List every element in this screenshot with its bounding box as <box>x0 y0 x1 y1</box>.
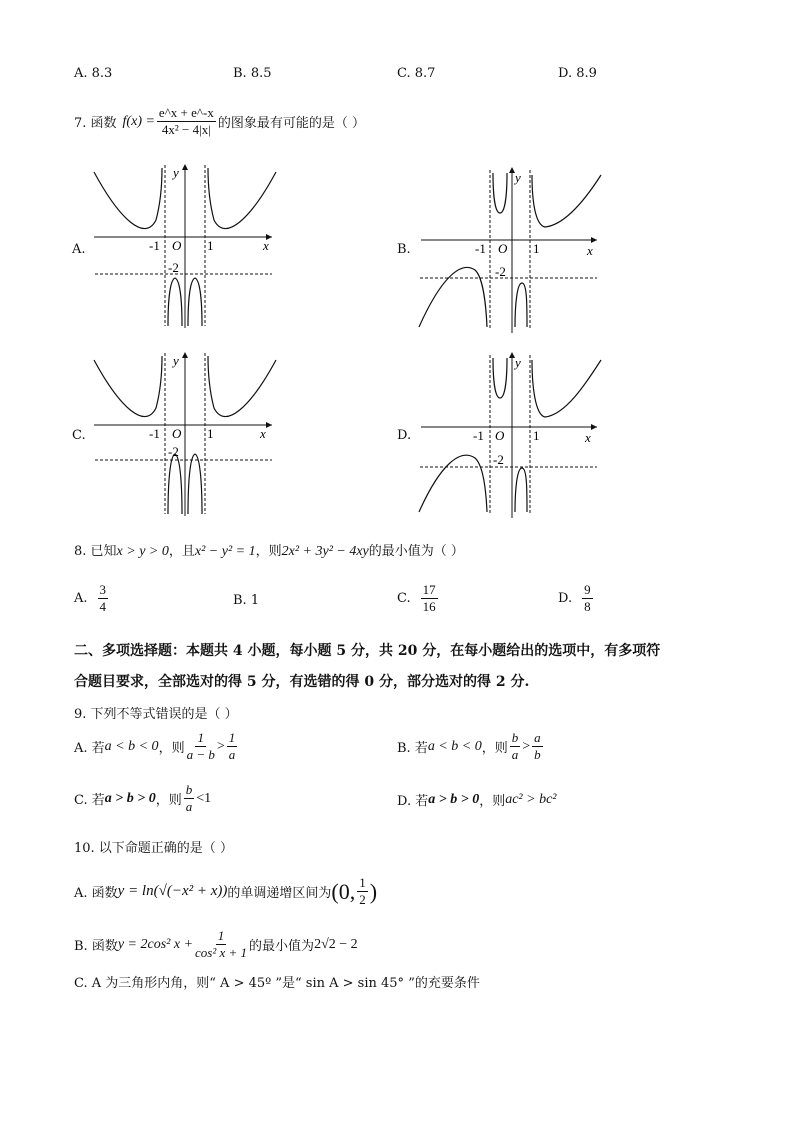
q8-mid2: ，则 <box>255 544 282 559</box>
q9-d-cond: a > b > 0 <box>428 791 480 807</box>
q10-a-interval-num: 1 <box>359 875 366 890</box>
q9-b-rhs-num: a <box>534 730 541 745</box>
q10-b-den: cos² x + 1 <box>195 945 248 960</box>
q7-graph-d <box>415 350 605 520</box>
graph-c-neg2: -2 <box>168 444 179 459</box>
q8-suffix: 的最小值为（ ） <box>368 544 464 559</box>
q8-option-c-frac <box>421 582 438 615</box>
q8-option-d-frac <box>582 582 593 615</box>
q8-expr: 2x² + 3y² − 4xy <box>281 544 369 559</box>
section2-line2: 合题目要求，全部选对的得 5 分，有选错的得 0 分，部分选对的得 2 分. <box>74 674 530 690</box>
graph-b-pos1: 1 <box>533 241 540 256</box>
q10-a-interval-right: ) <box>369 878 378 904</box>
graph-a-origin: O <box>172 238 182 253</box>
q9-c-rel: <1 <box>196 790 212 806</box>
q9-a-cond: a < b < 0 <box>104 738 159 754</box>
q8-option-c-num: 17 <box>422 582 436 597</box>
graph-a-pos1: 1 <box>207 238 214 253</box>
q9-b-rhs-den: b <box>534 747 541 762</box>
q7-stem <box>74 105 365 138</box>
q7-fx: f(x) = <box>122 113 155 129</box>
q8-option-a-den: 4 <box>99 599 107 614</box>
graph-d-origin: O <box>495 428 505 443</box>
q10-option-b <box>74 928 358 961</box>
q9-option-b <box>397 730 545 763</box>
q9-d-expr: ac² > bc² <box>505 791 557 807</box>
q9-a-label: A. 若 <box>74 741 105 756</box>
q10-a-interval-left: (0, <box>331 878 356 904</box>
q8-option-c-label: C. <box>397 591 411 606</box>
q9-a-rhs <box>227 730 238 763</box>
graph-b-x-label: x <box>587 243 593 258</box>
graph-d-x-label: x <box>585 430 591 445</box>
q8-stem <box>74 540 464 560</box>
q8-mid1: ，且 <box>168 544 195 559</box>
q9-b-label: B. 若 <box>397 741 428 756</box>
q7-option-c-label: C. <box>72 428 86 443</box>
q6-option-c: C. 8.7 <box>397 66 436 81</box>
q9-a-lhs <box>187 730 215 763</box>
q10-b-label: B. 函数 <box>74 939 118 954</box>
graph-b-y-label: y <box>515 170 521 185</box>
q8-cond1: x > y > 0 <box>116 544 169 559</box>
q9-option-a <box>74 730 239 763</box>
graph-c-x-label: x <box>260 426 266 441</box>
q9-c-den: a <box>185 799 193 814</box>
q7-denominator: 4x² − 4|x| <box>161 122 211 137</box>
q6-option-b: B. 8.5 <box>233 66 272 81</box>
q10-a-interval-den: 2 <box>359 892 366 907</box>
graph-d-pos1: 1 <box>533 428 540 443</box>
q9-b-rhs <box>532 730 543 763</box>
q9-b-lhs-num: b <box>511 730 519 745</box>
q6-option-d: D. 8.9 <box>558 66 597 81</box>
q10-option-c: C. A 为三角形内角，则“ A > 45º ”是“ sin A > sin 45° ”的充要条件 <box>74 976 480 991</box>
graph-a-y-label: y <box>173 165 179 180</box>
graph-c-neg1: -1 <box>149 426 160 441</box>
q9-a-rel: > <box>216 738 225 754</box>
q10-a-text: 的单调递增区间为 <box>227 886 332 901</box>
q7-option-b-label: B. <box>397 242 411 257</box>
q9-b-lhs <box>510 730 521 763</box>
q9-d-label: D. 若 <box>397 794 429 809</box>
q8-option-c-den: 16 <box>422 599 436 614</box>
q8-cond2: x² − y² = 1 <box>194 544 256 559</box>
graph-c-origin: O <box>172 426 182 441</box>
graph-b-origin: O <box>498 241 508 256</box>
q6-option-a: A. 8.3 <box>74 66 113 81</box>
graph-a-neg2: -2 <box>168 260 179 275</box>
q8-option-a-num: 3 <box>99 582 107 597</box>
q10-b-text: 的最小值为 <box>249 939 315 954</box>
q8-option-c <box>397 582 440 615</box>
q8-option-a-frac <box>98 582 109 615</box>
q9-b-rel: > <box>522 738 531 754</box>
q8-option-d-num: 9 <box>584 582 591 597</box>
q10-b-frac <box>195 928 247 961</box>
graph-d-neg2: -2 <box>493 452 504 467</box>
q9-b-cond: a < b < 0 <box>427 738 482 754</box>
graph-a-neg1: -1 <box>149 238 160 253</box>
q10-a-label: A. 函数 <box>74 886 118 901</box>
q8-option-d-den: 8 <box>584 599 591 614</box>
q7-stem-suffix: 的图象最有可能的是（ ） <box>217 116 365 131</box>
q7-fraction <box>157 105 216 138</box>
q10-option-a <box>74 875 377 908</box>
q10-stem: 10. 以下命题正确的是（ ） <box>74 841 233 856</box>
q9-b-lhs-den: a <box>511 747 519 762</box>
q10-b-value: 2√2 − 2 <box>314 936 358 952</box>
graph-d-y-label: y <box>515 355 521 370</box>
q9-c-label: C. 若 <box>74 793 105 808</box>
q10-b-num: 1 <box>217 928 225 943</box>
graph-d-neg1: -1 <box>473 428 484 443</box>
q9-d-then: ，则 <box>479 794 506 809</box>
q8-option-d <box>558 582 595 615</box>
q10-a-interval-frac <box>357 875 368 908</box>
q9-a-lhs-den: a − b <box>186 747 215 762</box>
q8-option-a <box>74 582 110 615</box>
q7-graph-c <box>90 348 280 518</box>
q9-c-num: b <box>185 782 193 797</box>
q8-prefix: 8. 已知 <box>74 544 117 559</box>
q9-stem: 9. 下列不等式错误的是（ ） <box>74 707 238 722</box>
section2-line1: 二、多项选择题：本题共 4 小题，每小题 5 分，共 20 分，在每小题给出的选项中，有多项符 <box>74 643 661 659</box>
q9-a-rhs-num: 1 <box>228 730 236 745</box>
q9-a-lhs-num: 1 <box>197 730 204 745</box>
q9-c-then: ，则 <box>155 793 182 808</box>
q10-b-func-left: y = 2cos² x + <box>117 936 194 952</box>
q10-a-func: y = ln(√(−x² + x)) <box>117 883 228 899</box>
q7-graph-b <box>415 165 605 335</box>
graph-c-y-label: y <box>173 353 179 368</box>
graph-b-neg1: -1 <box>475 241 486 256</box>
q7-graph-a <box>90 160 280 330</box>
q9-c-cond: a > b > 0 <box>104 790 156 806</box>
q7-option-d-label: D. <box>397 428 412 443</box>
q7-option-a-label: A. <box>72 242 86 257</box>
q9-a-rhs-den: a <box>228 747 236 762</box>
q7-numerator: e^x + e^-x <box>158 105 214 120</box>
q8-option-d-label: D. <box>558 591 573 606</box>
graph-b-neg2: -2 <box>495 264 506 279</box>
q8-option-b: B. 1 <box>233 593 260 608</box>
q9-option-d <box>397 790 557 809</box>
graph-a-x-label: x <box>263 238 269 253</box>
q9-option-c <box>74 782 211 815</box>
q7-stem-prefix: 7. 函数 <box>74 116 117 131</box>
graph-c-pos1: 1 <box>207 426 214 441</box>
q8-option-a-label: A. <box>74 591 88 606</box>
q9-a-then: ，则 <box>158 741 185 756</box>
q9-c-frac <box>184 782 195 815</box>
q9-b-then: ，则 <box>481 741 508 756</box>
